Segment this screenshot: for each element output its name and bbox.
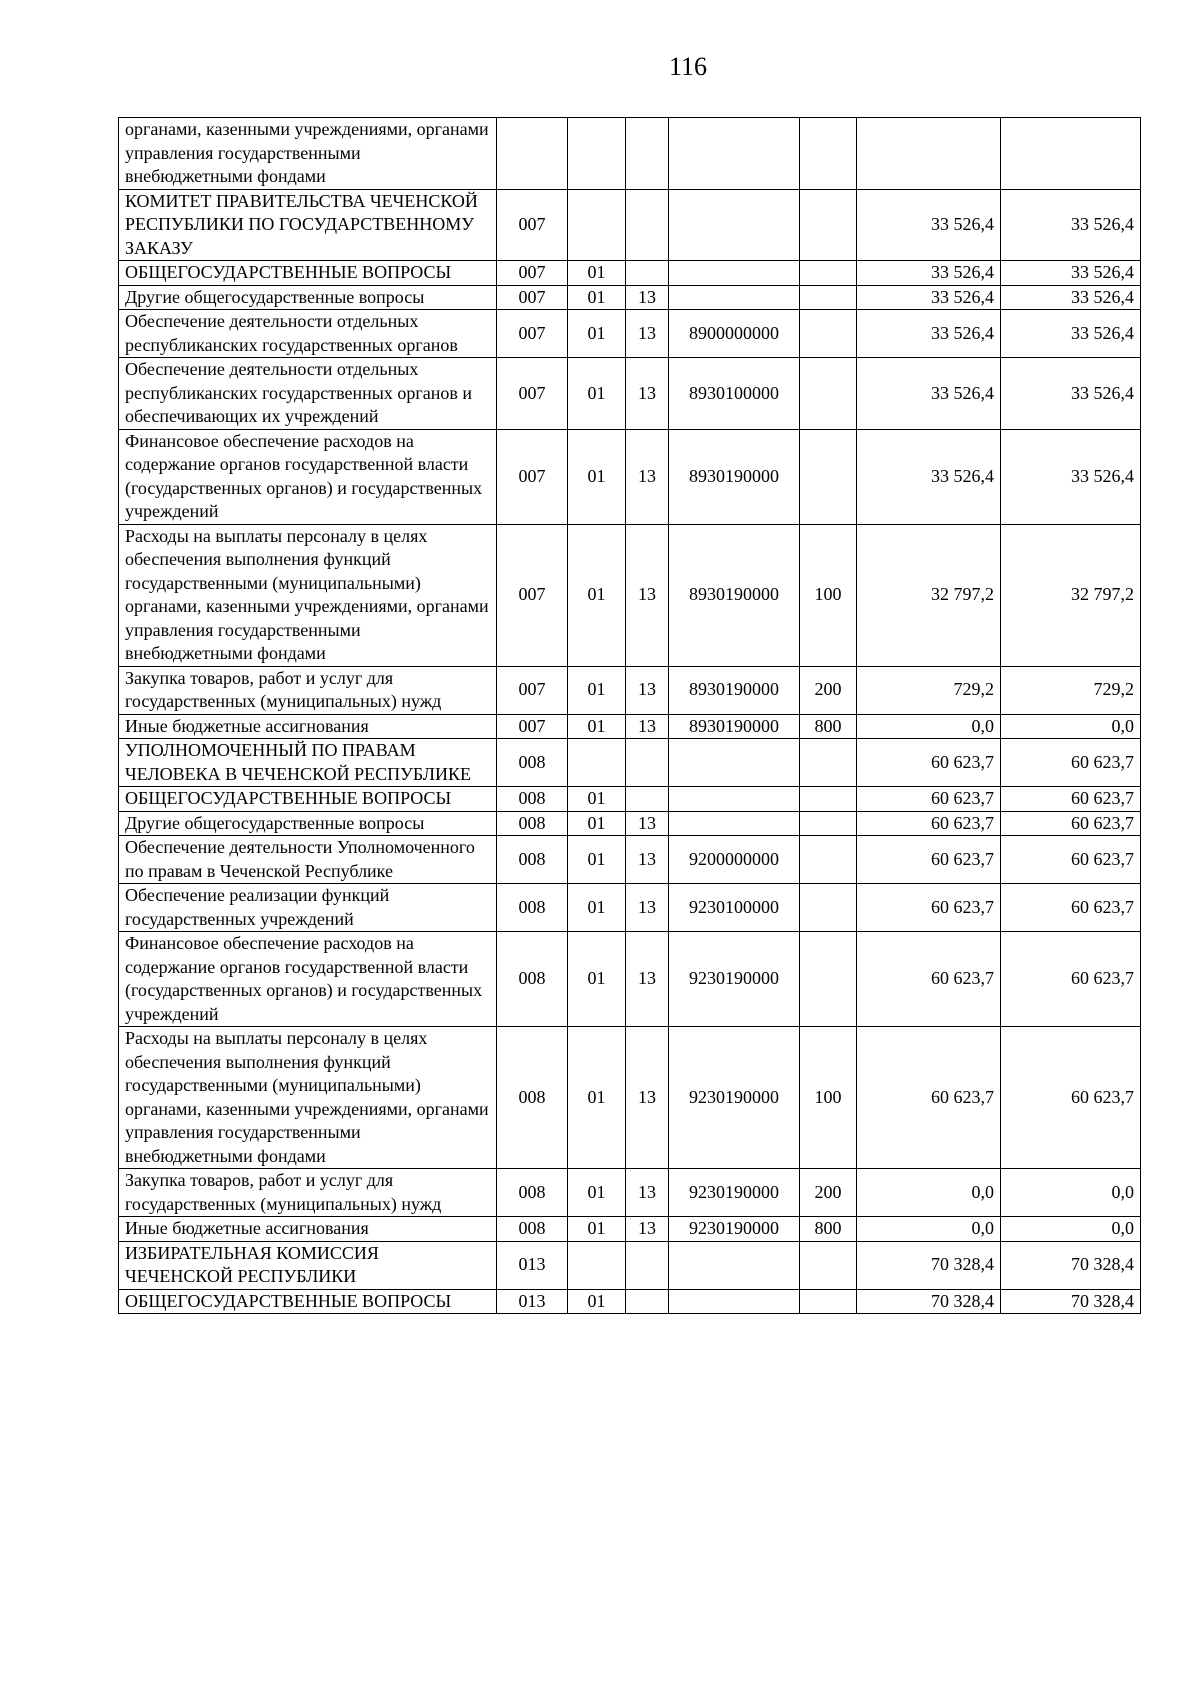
cell-target-article (669, 1241, 800, 1289)
cell-target-article: 9230190000 (669, 932, 800, 1027)
cell-amount-year-1: 32 797,2 (857, 524, 1001, 666)
cell-section: 01 (568, 884, 626, 932)
cell-target-article: 8930190000 (669, 429, 800, 524)
cell-subsection (626, 1241, 669, 1289)
cell-expense-type (800, 310, 857, 358)
cell-admin-code: 007 (497, 261, 568, 286)
cell-subsection: 13 (626, 932, 669, 1027)
cell-expense-type (800, 932, 857, 1027)
cell-admin-code: 007 (497, 524, 568, 666)
cell-admin-code: 007 (497, 358, 568, 430)
cell-subsection (626, 118, 669, 190)
cell-amount-year-1 (857, 118, 1001, 190)
cell-amount-year-1: 70 328,4 (857, 1241, 1001, 1289)
cell-expense-type: 200 (800, 1169, 857, 1217)
table-row (119, 932, 1141, 1027)
cell-target-article: 9230190000 (669, 1169, 800, 1217)
cell-amount-year-2: 60 623,7 (1001, 1027, 1141, 1169)
cell-section (568, 739, 626, 787)
table-row (119, 787, 1141, 812)
table-row (119, 189, 1141, 261)
page-number: 116 (668, 52, 708, 81)
cell-target-article: 8930190000 (669, 666, 800, 714)
cell-amount-year-2: 33 526,4 (1001, 358, 1141, 430)
cell-name: Обеспечение реализации функций государственных учреждений (119, 884, 497, 932)
cell-subsection: 13 (626, 285, 669, 310)
cell-expense-type (800, 189, 857, 261)
cell-target-article (669, 739, 800, 787)
table-row (119, 261, 1141, 286)
cell-name: КОМИТЕТ ПРАВИТЕЛЬСТВА ЧЕЧЕНСКОЙ РЕСПУБЛИКИ ПО ГОСУДАРСТВЕННОМУ ЗАКАЗУ (119, 189, 497, 261)
budget-table (118, 117, 1141, 1314)
cell-section: 01 (568, 310, 626, 358)
cell-target-article: 8930190000 (669, 524, 800, 666)
cell-name: Закупка товаров, работ и услуг для государственных (муниципальных) нужд (119, 666, 497, 714)
table-row (119, 714, 1141, 739)
cell-subsection: 13 (626, 524, 669, 666)
table-row (119, 429, 1141, 524)
cell-amount-year-2: 33 526,4 (1001, 310, 1141, 358)
cell-name: Обеспечение деятельности отдельных республиканских государственных органов и обеспечивающих их учреждений (119, 358, 497, 430)
table-row (119, 1217, 1141, 1242)
cell-amount-year-1: 60 623,7 (857, 787, 1001, 812)
cell-section: 01 (568, 836, 626, 884)
cell-admin-code: 007 (497, 714, 568, 739)
cell-admin-code: 007 (497, 285, 568, 310)
cell-admin-code: 008 (497, 1217, 568, 1242)
cell-amount-year-1: 60 623,7 (857, 739, 1001, 787)
cell-admin-code: 013 (497, 1289, 568, 1314)
cell-target-article: 9200000000 (669, 836, 800, 884)
cell-target-article: 9230190000 (669, 1217, 800, 1242)
cell-section: 01 (568, 1027, 626, 1169)
cell-target-article (669, 811, 800, 836)
cell-expense-type: 800 (800, 714, 857, 739)
cell-amount-year-1: 60 623,7 (857, 884, 1001, 932)
cell-amount-year-2: 33 526,4 (1001, 285, 1141, 310)
cell-subsection: 13 (626, 1169, 669, 1217)
cell-subsection: 13 (626, 884, 669, 932)
table-row (119, 524, 1141, 666)
table-row (119, 836, 1141, 884)
cell-subsection (626, 739, 669, 787)
cell-admin-code: 008 (497, 1027, 568, 1169)
cell-subsection: 13 (626, 1217, 669, 1242)
cell-amount-year-2: 60 623,7 (1001, 932, 1141, 1027)
cell-target-article: 8900000000 (669, 310, 800, 358)
cell-name: Расходы на выплаты персоналу в целях обеспечения выполнения функций государственными (муниципальными) органами, казенными учреждениями, органами управления государственными внебюджетными фондами (119, 524, 497, 666)
cell-target-article (669, 189, 800, 261)
cell-amount-year-1: 33 526,4 (857, 429, 1001, 524)
cell-amount-year-2: 0,0 (1001, 1217, 1141, 1242)
cell-amount-year-2: 60 623,7 (1001, 884, 1141, 932)
cell-section: 01 (568, 714, 626, 739)
cell-name: Обеспечение деятельности Уполномоченного по правам в Чеченской Республике (119, 836, 497, 884)
cell-expense-type (800, 787, 857, 812)
cell-name: Финансовое обеспечение расходов на содержание органов государственной власти (государственных органов) и государственных учреждений (119, 932, 497, 1027)
cell-target-article (669, 261, 800, 286)
cell-subsection: 13 (626, 310, 669, 358)
cell-subsection (626, 787, 669, 812)
table-body (119, 118, 1141, 1314)
cell-expense-type (800, 358, 857, 430)
cell-amount-year-2: 729,2 (1001, 666, 1141, 714)
cell-expense-type (800, 836, 857, 884)
cell-name: Обеспечение деятельности отдельных республиканских государственных органов (119, 310, 497, 358)
cell-name: Другие общегосударственные вопросы (119, 285, 497, 310)
cell-amount-year-1: 70 328,4 (857, 1289, 1001, 1314)
cell-amount-year-2: 70 328,4 (1001, 1241, 1141, 1289)
cell-name: Иные бюджетные ассигнования (119, 714, 497, 739)
cell-admin-code: 007 (497, 310, 568, 358)
table-row (119, 1289, 1141, 1314)
cell-amount-year-1: 60 623,7 (857, 1027, 1001, 1169)
cell-name: Иные бюджетные ассигнования (119, 1217, 497, 1242)
cell-section: 01 (568, 1217, 626, 1242)
cell-admin-code (497, 118, 568, 190)
cell-amount-year-1: 33 526,4 (857, 310, 1001, 358)
cell-amount-year-1: 60 623,7 (857, 811, 1001, 836)
table-row (119, 358, 1141, 430)
cell-section: 01 (568, 932, 626, 1027)
cell-expense-type: 100 (800, 1027, 857, 1169)
cell-section: 01 (568, 666, 626, 714)
cell-subsection (626, 1289, 669, 1314)
cell-expense-type (800, 429, 857, 524)
cell-admin-code: 008 (497, 739, 568, 787)
cell-name: ОБЩЕГОСУДАРСТВЕННЫЕ ВОПРОСЫ (119, 787, 497, 812)
cell-section: 01 (568, 1169, 626, 1217)
cell-target-article: 8930100000 (669, 358, 800, 430)
cell-expense-type (800, 739, 857, 787)
cell-name: ОБЩЕГОСУДАРСТВЕННЫЕ ВОПРОСЫ (119, 1289, 497, 1314)
cell-admin-code: 013 (497, 1241, 568, 1289)
cell-amount-year-2 (1001, 118, 1141, 190)
cell-subsection: 13 (626, 714, 669, 739)
cell-amount-year-2: 33 526,4 (1001, 261, 1141, 286)
cell-expense-type: 100 (800, 524, 857, 666)
cell-subsection: 13 (626, 666, 669, 714)
cell-expense-type (800, 285, 857, 310)
cell-name: Расходы на выплаты персоналу в целях обеспечения выполнения функций государственными (муниципальными) органами, казенными учреждениями, органами управления государственными внебюджетными фондами (119, 1027, 497, 1169)
cell-subsection: 13 (626, 1027, 669, 1169)
cell-amount-year-1: 0,0 (857, 1169, 1001, 1217)
cell-expense-type: 200 (800, 666, 857, 714)
cell-expense-type (800, 884, 857, 932)
table-row (119, 118, 1141, 190)
table-row (119, 739, 1141, 787)
cell-admin-code: 007 (497, 666, 568, 714)
cell-expense-type (800, 811, 857, 836)
cell-subsection: 13 (626, 358, 669, 430)
cell-amount-year-2: 33 526,4 (1001, 429, 1141, 524)
cell-expense-type (800, 1241, 857, 1289)
cell-section (568, 118, 626, 190)
cell-name: ОБЩЕГОСУДАРСТВЕННЫЕ ВОПРОСЫ (119, 261, 497, 286)
table-row (119, 1027, 1141, 1169)
cell-name: УПОЛНОМОЧЕННЫЙ ПО ПРАВАМ ЧЕЛОВЕКА В ЧЕЧЕНСКОЙ РЕСПУБЛИКЕ (119, 739, 497, 787)
cell-expense-type (800, 1289, 857, 1314)
cell-name: ИЗБИРАТЕЛЬНАЯ КОМИССИЯ ЧЕЧЕНСКОЙ РЕСПУБЛИКИ (119, 1241, 497, 1289)
cell-section (568, 189, 626, 261)
table-row (119, 1169, 1141, 1217)
cell-amount-year-1: 33 526,4 (857, 358, 1001, 430)
cell-amount-year-2: 33 526,4 (1001, 189, 1141, 261)
cell-subsection: 13 (626, 836, 669, 884)
table-row (119, 666, 1141, 714)
cell-amount-year-2: 60 623,7 (1001, 836, 1141, 884)
cell-subsection (626, 261, 669, 286)
cell-amount-year-2: 60 623,7 (1001, 811, 1141, 836)
cell-target-article (669, 1289, 800, 1314)
table-row (119, 1241, 1141, 1289)
cell-name: Закупка товаров, работ и услуг для государственных (муниципальных) нужд (119, 1169, 497, 1217)
cell-admin-code: 008 (497, 1169, 568, 1217)
cell-section: 01 (568, 358, 626, 430)
cell-amount-year-1: 0,0 (857, 1217, 1001, 1242)
cell-target-article: 9230190000 (669, 1027, 800, 1169)
cell-name: Другие общегосударственные вопросы (119, 811, 497, 836)
cell-admin-code: 008 (497, 932, 568, 1027)
cell-amount-year-1: 60 623,7 (857, 836, 1001, 884)
cell-amount-year-1: 729,2 (857, 666, 1001, 714)
cell-subsection (626, 189, 669, 261)
cell-section: 01 (568, 261, 626, 286)
cell-admin-code: 008 (497, 811, 568, 836)
cell-expense-type (800, 118, 857, 190)
cell-expense-type (800, 261, 857, 286)
table-row (119, 811, 1141, 836)
table-row (119, 884, 1141, 932)
cell-subsection: 13 (626, 811, 669, 836)
cell-section (568, 1241, 626, 1289)
cell-name: органами, казенными учреждениями, органами управления государственными внебюджетными фондами (119, 118, 497, 190)
cell-admin-code: 007 (497, 189, 568, 261)
cell-target-article: 9230100000 (669, 884, 800, 932)
cell-amount-year-1: 33 526,4 (857, 261, 1001, 286)
cell-target-article (669, 118, 800, 190)
cell-name: Финансовое обеспечение расходов на содержание органов государственной власти (государственных органов) и государственных учреждений (119, 429, 497, 524)
cell-target-article: 8930190000 (669, 714, 800, 739)
cell-amount-year-1: 0,0 (857, 714, 1001, 739)
cell-admin-code: 008 (497, 787, 568, 812)
cell-admin-code: 007 (497, 429, 568, 524)
cell-section: 01 (568, 524, 626, 666)
cell-amount-year-1: 33 526,4 (857, 285, 1001, 310)
cell-section: 01 (568, 285, 626, 310)
cell-amount-year-1: 33 526,4 (857, 189, 1001, 261)
cell-section: 01 (568, 811, 626, 836)
cell-amount-year-2: 60 623,7 (1001, 787, 1141, 812)
cell-subsection: 13 (626, 429, 669, 524)
table-row (119, 310, 1141, 358)
cell-target-article (669, 787, 800, 812)
cell-target-article (669, 285, 800, 310)
cell-amount-year-2: 0,0 (1001, 1169, 1141, 1217)
cell-section: 01 (568, 1289, 626, 1314)
table-row (119, 285, 1141, 310)
cell-amount-year-2: 0,0 (1001, 714, 1141, 739)
cell-section: 01 (568, 429, 626, 524)
cell-section: 01 (568, 787, 626, 812)
cell-amount-year-2: 70 328,4 (1001, 1289, 1141, 1314)
cell-admin-code: 008 (497, 884, 568, 932)
cell-admin-code: 008 (497, 836, 568, 884)
cell-amount-year-2: 60 623,7 (1001, 739, 1141, 787)
cell-expense-type: 800 (800, 1217, 857, 1242)
cell-amount-year-2: 32 797,2 (1001, 524, 1141, 666)
cell-amount-year-1: 60 623,7 (857, 932, 1001, 1027)
